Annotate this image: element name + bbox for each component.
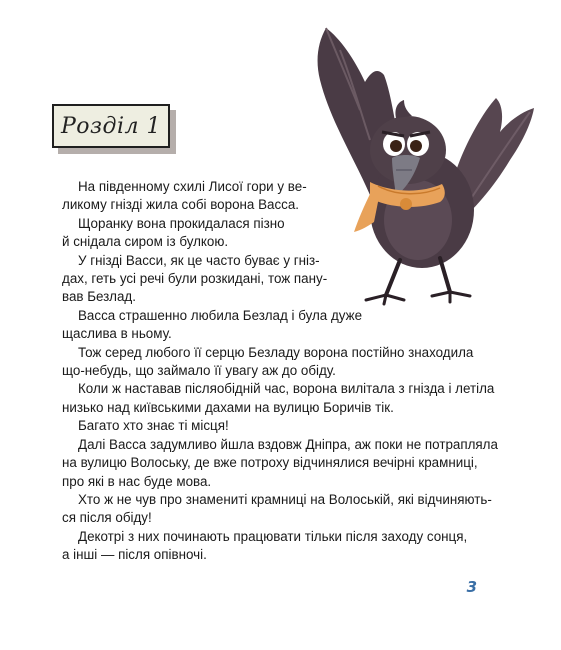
story-line: Багато хто знає ті місця! <box>78 418 229 434</box>
story-line: ликому гнізді жила собі ворона Васса. <box>62 197 300 213</box>
crow-leg-left <box>386 260 400 295</box>
crow-leg-right <box>440 258 450 292</box>
story-line: ся після обіду! <box>62 510 152 526</box>
story-line: У гнізді Васси, як це часто буває у гніз- <box>78 252 320 268</box>
story-line: Тож серед любого її серцю Безладу ворона постійно знаходила <box>78 344 474 360</box>
story-line: Далі Васса задумливо йшла вздовж Дніпра, аж поки не потрапляла <box>78 436 498 452</box>
story-line: низько над київськими дахами на вулицю Боричів тік. <box>62 399 394 415</box>
crow-illustration <box>300 20 545 310</box>
story-line: На південному схилі Лисої гори у ве- <box>78 179 307 194</box>
chapter-title: Розділ 1 <box>60 113 162 139</box>
chapter-heading-box <box>52 104 170 148</box>
story-line: а інші — після опівночі. <box>62 547 207 563</box>
story-line: про які в нас буде мова. <box>62 473 212 489</box>
story-line: Хто ж не чув про знамениті крамниці на Волоській, які відчиняють- <box>78 491 492 507</box>
story-line: Васса страшенно любила Безлад і була дуже <box>78 307 363 323</box>
story-line: дах, геть усі речі були розкидані, тож пану- <box>62 271 328 287</box>
story-line: щаслива в ньому. <box>62 326 172 342</box>
story-line: вав Безлад. <box>62 289 136 305</box>
story-line: що-небудь, що займало її увагу аж до обіду. <box>62 363 336 379</box>
story-line: Щоранку вона прокидалася пізно <box>78 215 285 231</box>
page-number: 3 <box>466 578 477 596</box>
story-line: Декотрі з них починають працювати тільки після заходу сонця, <box>78 528 468 544</box>
story-line: й снідала сиром із булкою. <box>62 234 229 250</box>
story-line: Коли ж наставав післяобідній час, ворона вилітала з гнізда і летіла <box>78 381 495 397</box>
story-line: на вулицю Волоську, де вже потроху відчинялися вечірні крамниці, <box>62 455 478 471</box>
